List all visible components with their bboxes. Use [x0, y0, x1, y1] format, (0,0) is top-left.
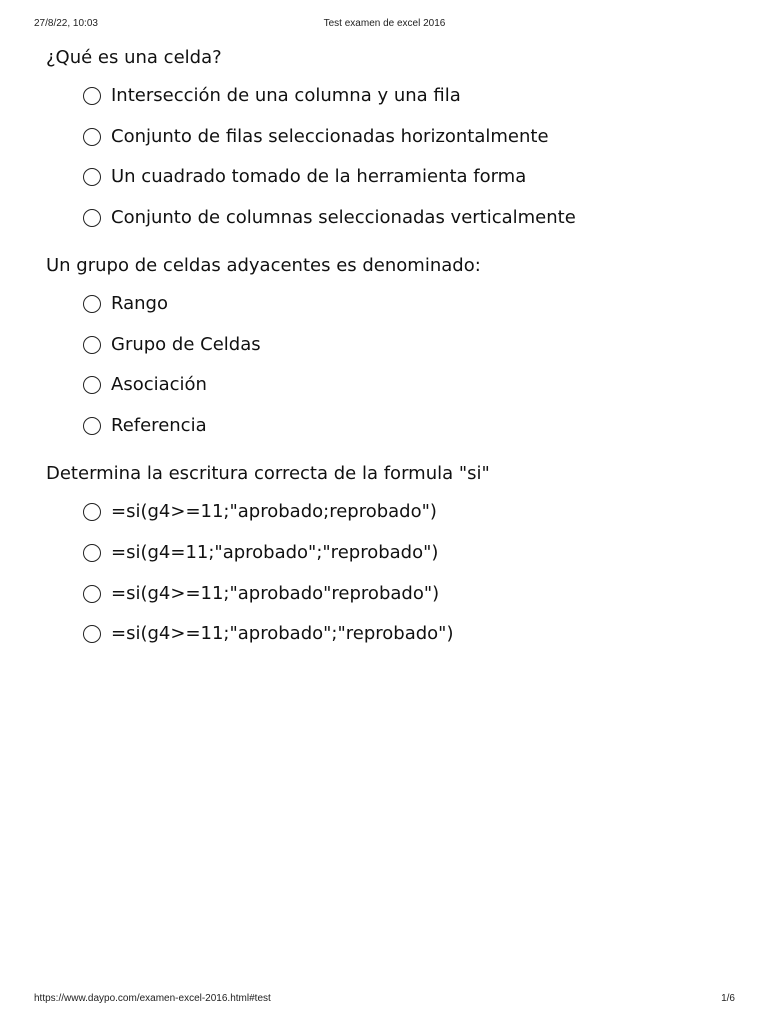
option[interactable] — [83, 331, 736, 359]
question-text: Determina la escritura correcta de la formula "si" — [46, 463, 490, 485]
option-label: =si(g4>=11;"aprobado"reprobado") — [111, 582, 440, 604]
option-label: Conjunto de filas seleccionadas horizontalmente — [111, 125, 549, 147]
option-label: Referencia — [111, 415, 207, 437]
option-label: =si(g4=11;"aprobado";"reprobado") — [111, 541, 439, 563]
option[interactable] — [83, 580, 736, 608]
option[interactable] — [83, 620, 736, 648]
radio-button[interactable] — [83, 417, 101, 435]
option-label: =si(g4>=11;"aprobado";"reprobado") — [111, 623, 454, 645]
question-text: ¿Qué es una celda? — [46, 47, 222, 68]
radio-button[interactable] — [83, 625, 101, 643]
option-label: Rango — [111, 293, 168, 315]
options-list — [46, 290, 736, 440]
option[interactable] — [83, 371, 736, 399]
question-3 — [46, 462, 736, 648]
radio-button[interactable] — [83, 336, 101, 354]
option-label: =si(g4>=11;"aprobado;reprobado") — [111, 501, 437, 523]
radio-button[interactable] — [83, 544, 101, 562]
options-list — [46, 498, 736, 648]
option-label: Conjunto de columnas seleccionadas verticalmente — [111, 207, 576, 229]
print-datetime: 27/8/22, 10:03 — [34, 18, 98, 29]
radio-button[interactable] — [83, 295, 101, 313]
option[interactable] — [83, 163, 736, 191]
radio-button[interactable] — [83, 87, 101, 105]
option[interactable] — [83, 290, 736, 318]
question-1 — [46, 46, 736, 232]
options-list — [46, 82, 736, 232]
print-title: Test examen de excel 2016 — [323, 18, 446, 29]
option[interactable] — [83, 412, 736, 440]
radio-button[interactable] — [83, 128, 101, 146]
radio-button[interactable] — [83, 503, 101, 521]
option[interactable] — [83, 204, 736, 232]
option-label: Asociación — [111, 374, 207, 396]
page-url: https://www.daypo.com/examen-excel-2016.html#test — [34, 993, 271, 1004]
option[interactable] — [83, 123, 736, 151]
option[interactable] — [83, 82, 736, 110]
option-label: Un cuadrado tomado de la herramienta forma — [111, 166, 527, 188]
question-2 — [46, 254, 736, 440]
radio-button[interactable] — [83, 585, 101, 603]
option[interactable] — [83, 539, 736, 567]
radio-button[interactable] — [83, 168, 101, 186]
quiz — [46, 46, 736, 670]
question-text: Un grupo de celdas adyacentes es denominado: — [46, 255, 481, 277]
option[interactable] — [83, 498, 736, 526]
option-label: Intersección de una columna y una fila — [111, 85, 461, 106]
option-label: Grupo de Celdas — [111, 333, 261, 355]
radio-button[interactable] — [83, 376, 101, 394]
page-number: 1/6 — [721, 993, 735, 1004]
radio-button[interactable] — [83, 209, 101, 227]
